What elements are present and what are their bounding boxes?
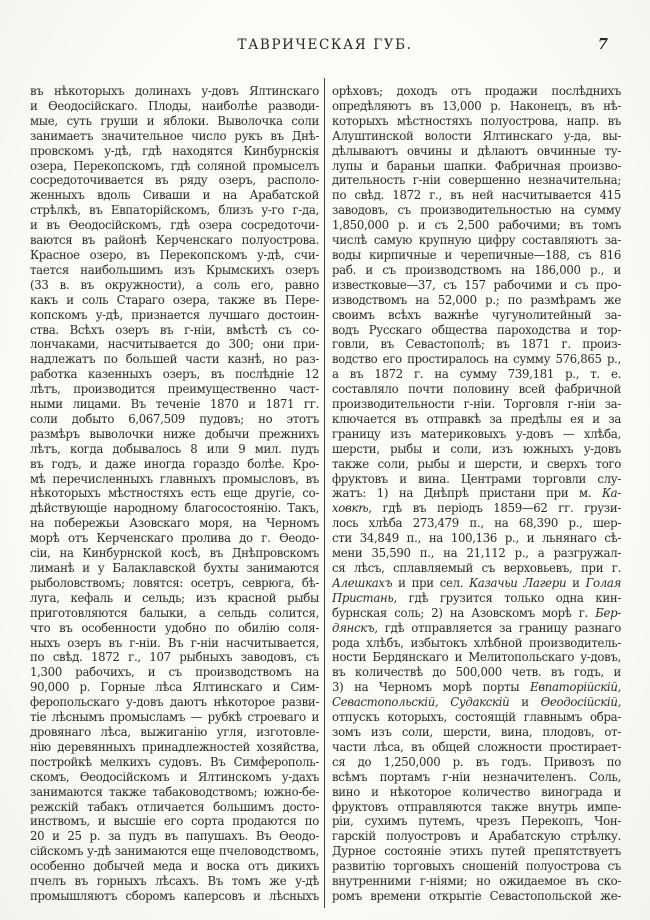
text-line: пчелъ въ горныхъ лѣсахъ. Въ томъ же у-дѣ xyxy=(30,874,319,889)
text-line: луга, кефаль и сельдь; изъ красной рыбы xyxy=(30,590,319,605)
text-line: воды кирпичные и черепичные—188, съ 816 xyxy=(332,247,621,262)
text-line: ся лѣсъ, сплавляемый съ верховьевъ, при г. xyxy=(332,561,621,575)
text-line: 90,000 р. Горные лѣса Ялтинскаго и Сим- xyxy=(30,680,319,695)
text-line: ными лицами. Въ теченіе 1870 и 1871 гг. xyxy=(30,397,319,412)
text-line: развитію торговыхъ сношеній полуострова съ xyxy=(332,859,621,874)
text-line: ваются въ районѣ Керченскаго полуострова. xyxy=(30,233,319,248)
text-line: раб. и съ производствомъ на 186,000 р., и xyxy=(332,262,621,277)
text-line: въ годъ, и даже иногда гораздо болѣе. Кро- xyxy=(30,456,319,471)
text-line: лѣтъ, производится преимущественно част- xyxy=(30,382,319,397)
text-line: зомъ изъ соли, шерсти, вина, плодовъ, от- xyxy=(332,724,621,739)
text-column-right xyxy=(332,84,621,904)
text-line: и Ѳеодосійскаго. Плоды, наиболѣе разводи- xyxy=(30,98,319,113)
text-line: занимаетъ значительное число рукъ въ Днѣ- xyxy=(30,128,319,143)
text-line: дѣйствующіе народному благосостоянію. Такъ, xyxy=(30,501,319,516)
text-line: говли, въ Севастополѣ; въ 1871 г. произ- xyxy=(332,337,621,352)
text-line: известковые—37, съ 157 рабочими и съ про- xyxy=(332,277,621,292)
text-line: рода хлѣбъ, избытокъ хлѣбной производитель- xyxy=(332,635,621,650)
text-line: ховкѣ, гдѣ въ періодъ 1859—62 гг. грузи- xyxy=(332,501,621,516)
text-line: въ нѣкоторыхъ долинахъ у-довъ Ялтинскаго xyxy=(30,84,319,98)
text-line: опредѣляютъ въ 13,000 р. Наконецъ, въ нѣ- xyxy=(332,98,621,113)
text-line: составляло почти половину всей фабричной xyxy=(332,382,621,397)
text-line: фруктовъ и вина. Центрами торговли слу- xyxy=(332,471,621,486)
text-line: ріи, сухимъ путемъ, чрезъ Перекопъ, Чон- xyxy=(332,814,621,829)
text-line: шерсти, рыбы и соли, изъ южныхъ у-довъ xyxy=(332,441,621,456)
text-line: особенно добычей меда и воска отъ дикихъ xyxy=(30,859,319,874)
text-line: 1,850,000 р. и съ 2,500 рабочими; въ томъ xyxy=(332,218,621,233)
text-line: Алешкахъ и при сел. Казачьи Лагери и Голая xyxy=(332,575,621,590)
text-line: работка казенныхъ озеръ, въ послѣдніе 12 xyxy=(30,367,319,382)
text-line: части лѣса, въ общей сложности простирает- xyxy=(332,739,621,754)
text-line: размѣръ выволочки ниже добычи прежнихъ xyxy=(30,426,319,441)
text-line: лончаками, насчитывается до 300; они при- xyxy=(30,337,319,352)
text-line: также соли, рыбы и шерсти, и сверхъ того xyxy=(332,456,621,471)
text-line: дѣлываютъ овчины и дѣлаютъ овчинные ту- xyxy=(332,143,621,158)
text-line: дянскъ, гдѣ отправляется за границу разнаго xyxy=(332,620,621,635)
text-line: границу изъ материковыхъ у-довъ — хлѣба, xyxy=(332,426,621,441)
text-line: лѣтъ, когда добывалось 8 или 9 мил. пудъ xyxy=(30,441,319,456)
text-line: морѣ отъ Керченскаго пролива до г. Ѳеодо- xyxy=(30,531,319,546)
text-line: сосредоточивается въ ряду озеръ, располо- xyxy=(30,173,319,188)
text-line: Севастопольскій, Судакскій и Ѳеодосійскій, xyxy=(332,695,621,710)
text-line: по свѣд. 1872 г., 107 рыбныхъ заводовъ, съ xyxy=(30,650,319,665)
text-line: мѣ перечисленныхъ главныхъ промысловъ, въ xyxy=(30,471,319,486)
text-line: что въ особенности удобно по обилію соля- xyxy=(30,620,319,635)
text-line: бурнская соль; 2) на Азовскомъ морѣ г. Бер- xyxy=(332,605,621,620)
text-line: дительность г-ніи совершенно незначительна; xyxy=(332,173,621,188)
text-line: заводовъ, съ производительностью на сумму xyxy=(332,203,621,218)
text-line: ности Бердянскаго и Мелитопольскаго у-довъ, xyxy=(332,650,621,665)
text-line: жатъ: 1) на Днѣпрѣ пристани при м. Ка- xyxy=(332,486,621,501)
text-line: своимъ всѣхъ важнѣе чугунолитейный за- xyxy=(332,307,621,322)
text-line: ства. Всѣхъ озеръ въ г-ніи, вмѣстѣ съ со- xyxy=(30,322,319,337)
text-line: водъ Русскаго общества пароходства и тор- xyxy=(332,322,621,337)
text-line: сіи, на Кинбурнской косѣ, въ Днѣпровскомъ xyxy=(30,546,319,561)
text-line: 3) на Черномъ морѣ порты Евпаторійскій, xyxy=(332,680,621,695)
text-line: лиманѣ и у Балаклавской бухты занимаются xyxy=(30,561,319,575)
text-line: гарскій полуостровъ и Арабатскую стрѣлку. xyxy=(332,829,621,844)
text-line: мени 35,590 п., на 21,112 р., а разгружал- xyxy=(332,546,621,561)
text-line: промышляютъ сборомъ каперсовъ и лѣсныхъ xyxy=(30,888,319,903)
text-line: ныхъ озеръ въ г-ніи. Въ г-ніи насчитывается, xyxy=(30,635,319,650)
text-line: на побережьи Азовскаго моря, на Черномъ xyxy=(30,516,319,531)
text-line: лупы и бараньи шапки. Фабричная произво- xyxy=(332,158,621,173)
text-line: по свѣд. 1872 г., въ ней насчитывается 415 xyxy=(332,188,621,203)
text-line: рыболовствомъ; ловятся: осетръ, севрюга, бѣ- xyxy=(30,575,319,590)
text-line: надлежатъ по большей части казнѣ, но раз- xyxy=(30,352,319,367)
text-line: стрѣлкѣ, въ Евпаторійскомъ, близъ у-го г-да, xyxy=(30,203,319,218)
text-line: лось хлѣба 273,479 п., на 68,390 р., шер- xyxy=(332,516,621,531)
text-line: женныхъ вдоль Сиваши и на Арабатской xyxy=(30,188,319,203)
text-line: режскій табакъ отличается большимъ досто- xyxy=(30,799,319,814)
text-line: Красное озеро, въ Перекопскомъ у-дѣ, счи- xyxy=(30,247,319,262)
text-line: нію деревянныхъ принадлежностей хозяйства, xyxy=(30,739,319,754)
text-line: тается наибольшимъ изъ Крымскихъ озеръ xyxy=(30,262,319,277)
text-line: фруктовъ отправляются также внутрь импе- xyxy=(332,799,621,814)
text-line: копскомъ у-дѣ, признается лучшаго достоин- xyxy=(30,307,319,322)
text-line: занимаются также табаководствомъ; южно-бе- xyxy=(30,784,319,799)
text-line: а въ 1872 г. на сумму 739,181 р., т. е. xyxy=(332,367,621,382)
text-line: Пристань, гдѣ грузится только одна кин- xyxy=(332,590,621,605)
text-line: инствомъ, и высшіе его сорта продаются по xyxy=(30,814,319,829)
text-line: ключается въ отправкѣ за предѣлы ея и за xyxy=(332,411,621,426)
text-line: сійскомъ у-дѣ занимаются еще пчеловодствомъ, xyxy=(30,844,319,859)
text-line: производительности г-ніи. Торговля г-ніи за- xyxy=(332,397,621,412)
text-line: водство его простиралось на сумму 576,865 р., xyxy=(332,352,621,367)
text-line: отпускъ которыхъ, состоящій главнымъ обра- xyxy=(332,710,621,725)
text-line: тіе лѣснымъ промысламъ — рубкѣ строеваго и xyxy=(30,710,319,725)
text-line: внутренними г-ніями; но ожидаемое въ ско- xyxy=(332,874,621,889)
text-line: провскомъ у-дѣ, гдѣ находятся Кинбурнскія xyxy=(30,143,319,158)
text-line: приготовляются балыки, а сельдь солится, xyxy=(30,605,319,620)
text-line: мые, суть груши и яблоки. Выволочка соли xyxy=(30,113,319,128)
text-line: орѣховъ; доходъ отъ продажи послѣднихъ xyxy=(332,84,621,98)
text-line: феропольскаго у-довъ даютъ нѣкоторое разви- xyxy=(30,695,319,710)
text-line: ромъ времени открытіе Севастопольской же- xyxy=(332,888,621,903)
text-column-left xyxy=(30,84,319,904)
text-line: ся до 1,250,000 р. въ годъ. Привозъ по xyxy=(332,754,621,769)
running-head-title: ТАВРИЧЕСКАЯ ГУБ. xyxy=(237,37,413,53)
text-line: скомъ, Ѳеодосійскомъ и Ялтинскомъ у-дахъ xyxy=(30,769,319,784)
text-line: 1,300 рабочихъ, и съ производствомъ на xyxy=(30,665,319,680)
text-line: сти 34,849 п., на 100,136 р., и льнянаго сѣ- xyxy=(332,531,621,546)
text-line: нѣкоторыхъ мѣстностяхъ есть еще другіе, со- xyxy=(30,486,319,501)
text-line: какъ и соль Стараго озера, также въ Пере- xyxy=(30,292,319,307)
text-line: Дурное состояніе этихъ путей препятствуетъ xyxy=(332,844,621,859)
text-line: 20 и 25 р. за пудъ въ папушахъ. Въ Ѳеодо- xyxy=(30,829,319,844)
column-divider-rule xyxy=(324,78,325,908)
text-line: вино и нѣкоторое количество винограда и xyxy=(332,784,621,799)
text-line: и въ Ѳеодосійскомъ, гдѣ озера сосредоточи- xyxy=(30,218,319,233)
text-line: соли добыто 6,067,509 пудовъ; но этотъ xyxy=(30,411,319,426)
text-line: (33 в. въ окружности), а соль его, равно xyxy=(30,277,319,292)
page-number: 7 xyxy=(597,36,608,53)
text-line: дровянаго лѣса, выжиганію угля, изготовле- xyxy=(30,724,319,739)
text-line: которыхъ мѣстностяхъ полуострова, напр. въ xyxy=(332,113,621,128)
text-line: въ количествѣ до 500,000 четв. въ годъ, и xyxy=(332,665,621,680)
text-line: всѣмъ портамъ г-ніи незначителенъ. Соль, xyxy=(332,769,621,784)
text-line: озера, Перекопскомъ, гдѣ соляной промыселъ xyxy=(30,158,319,173)
text-line: Алуштинской волости Ялтинскаго у-да, вы- xyxy=(332,128,621,143)
text-line: постройкѣ мелкихъ судовъ. Въ Симферополь- xyxy=(30,754,319,769)
text-line: изводствомъ на 52,000 р.; по размѣрамъ же xyxy=(332,292,621,307)
text-line: числѣ самую крупную цифру составляютъ за- xyxy=(332,233,621,248)
